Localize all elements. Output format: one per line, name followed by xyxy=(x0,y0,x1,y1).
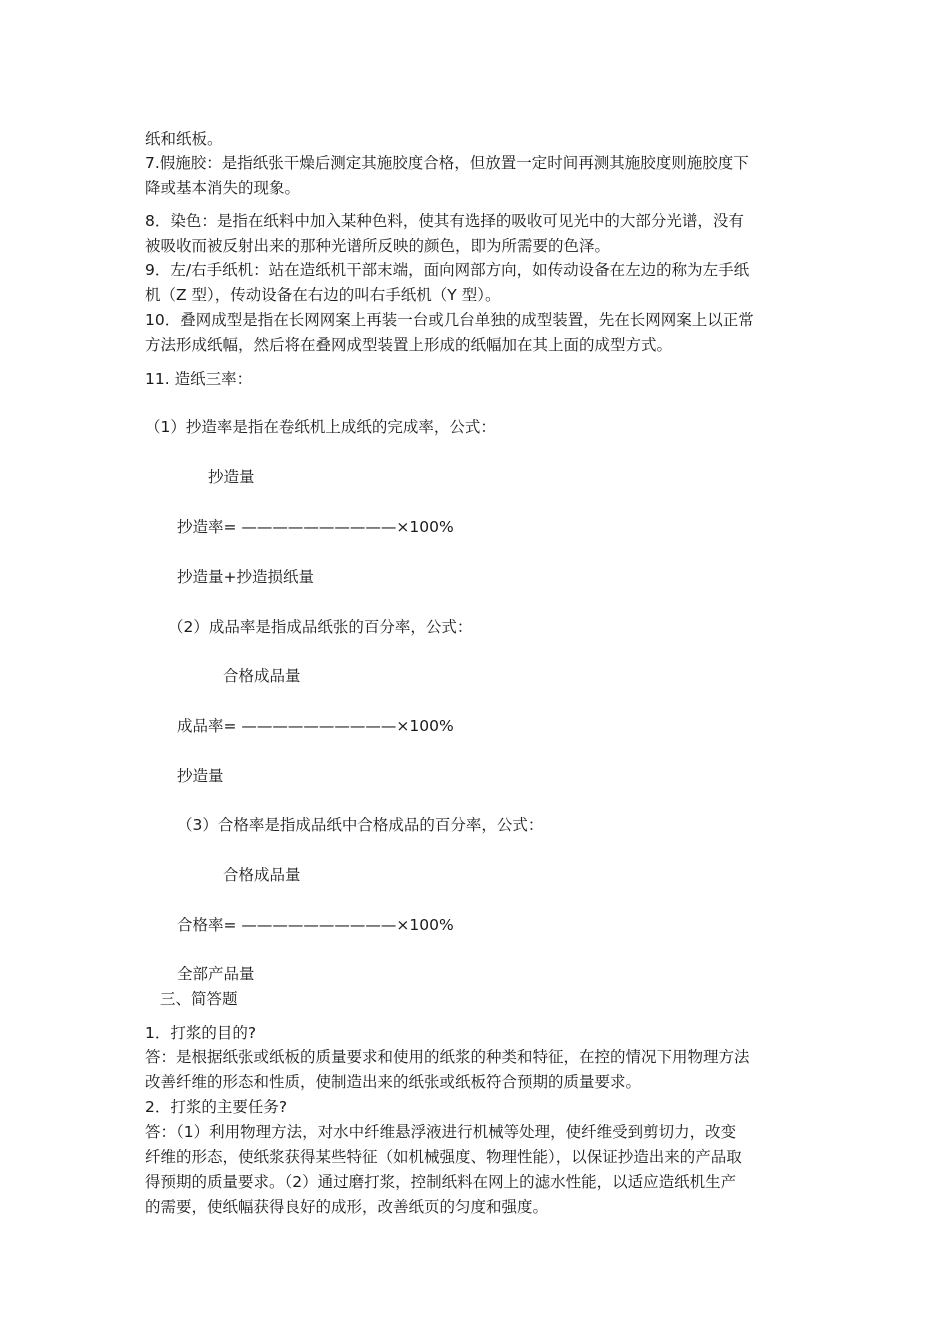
question: 2．打浆的主要任务? xyxy=(145,1098,288,1116)
formula-numerator: 抄造量 xyxy=(208,468,255,486)
answer-line: 答：是根据纸张或纸板的质量要求和使用的纸浆的种类和特征，在控的情况下用物理方法 xyxy=(145,1048,750,1066)
formula-line: 抄造率= ——————————×100% xyxy=(177,518,454,536)
answer-line: 纤维的形态，使纸浆获得某些特征（如机械强度、物理性能），以保证抄造出来的产品取 xyxy=(145,1148,742,1166)
definition-false-sizing: 7.假施胶：是指纸张干燥后测定其施胶度合格，但放置一定时间再测其施胶度则施胶度下 xyxy=(145,154,749,172)
answer-line: 的需要，使纸幅获得良好的成形，改善纸页的匀度和强度。 xyxy=(145,1198,549,1216)
rate-heading: （1）抄造率是指在卷纸机上成纸的完成率，公式： xyxy=(145,418,496,436)
formula-denominator: 全部产品量 xyxy=(177,965,255,983)
definition-multi-ply-forming: 10．叠网成型是指在长网网案上再装一台或几台单独的成型装置，先在长网网案上以正常 xyxy=(145,311,754,329)
formula-line: 合格率= ——————————×100% xyxy=(177,916,454,934)
definition-dyeing: 8．染色：是指在纸料中加入某种色料，使其有选择的吸收可见光中的大部分光谱，没有 xyxy=(145,212,744,230)
formula-line: 成品率= ——————————×100% xyxy=(177,717,454,735)
text-line: 降或基本消失的现象。 xyxy=(145,179,301,197)
answer-line: 改善纤维的形态和性质，使制造出来的纸张或纸板符合预期的质量要求。 xyxy=(145,1073,642,1091)
definition-left-right-machine: 9．左/右手纸机：站在造纸机干部末端，面向网部方向，如传动设备在左边的称为左手纸 xyxy=(145,261,750,279)
rate-heading: （2）成品率是指成品纸张的百分率，公式： xyxy=(168,618,473,636)
text-line: 方法形成纸幅，然后将在叠网成型装置上形成的纸幅加在其上面的成型方式。 xyxy=(145,336,673,354)
formula-denominator: 抄造量+抄造损纸量 xyxy=(177,568,314,586)
text-line: 纸和纸板。 xyxy=(145,130,223,148)
section-title: 三、简答题 xyxy=(160,990,238,1008)
answer-line: 答：（1）利用物理方法，对水中纤维悬浮液进行机械等处理，使纤维受到剪切力，改变 xyxy=(145,1123,737,1141)
question: 1．打浆的目的? xyxy=(145,1024,257,1042)
formula-denominator: 抄造量 xyxy=(177,767,224,785)
three-rates-heading: 11. 造纸三率： xyxy=(145,370,253,388)
text-line: 被吸收而被反射出来的那种光谱所反映的颜色，即为所需要的色泽。 xyxy=(145,237,611,255)
rate-heading: （3）合格率是指成品纸中合格成品的百分率，公式： xyxy=(177,816,544,834)
formula-numerator: 合格成品量 xyxy=(223,866,301,884)
answer-line: 得预期的质量要求。（2）通过磨打浆，控制纸料在网上的滤水性能，以适应造纸机生产 xyxy=(145,1173,737,1191)
text-line: 机（Z 型），传动设备在右边的叫右手纸机（Y 型）。 xyxy=(145,286,501,304)
formula-numerator: 合格成品量 xyxy=(223,667,301,685)
